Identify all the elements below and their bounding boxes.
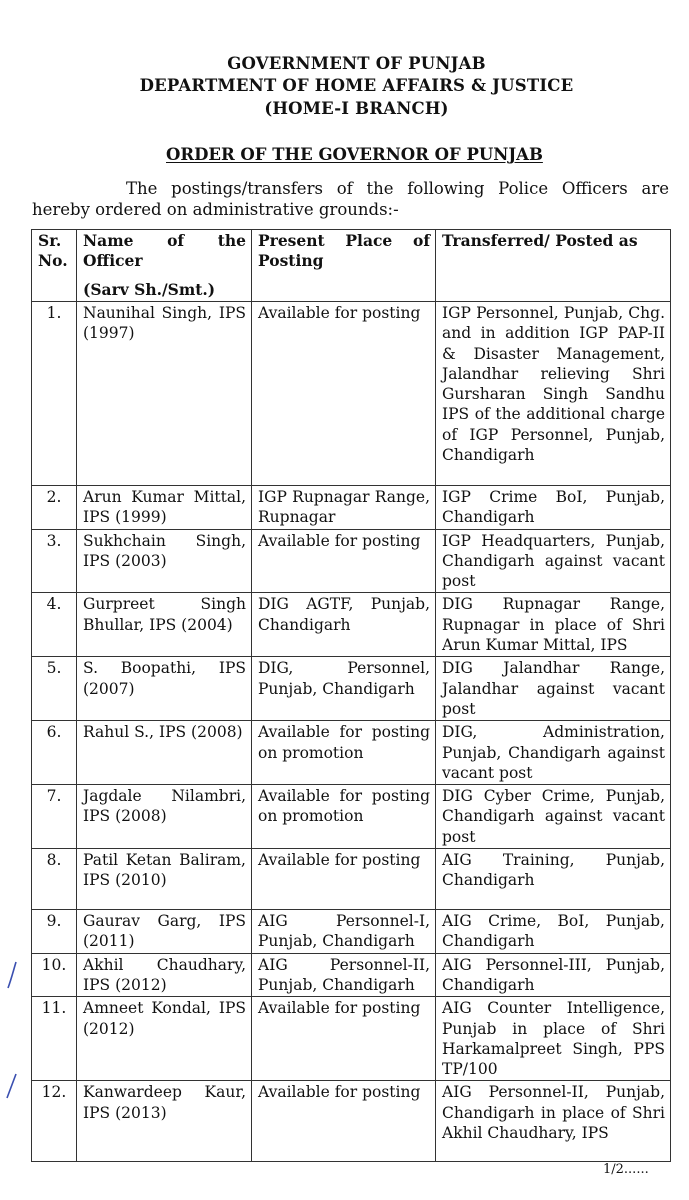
cell-transferred: IGP Headquarters, Punjab, Chandigarh against vacant post xyxy=(436,529,671,593)
cell-sr-no: 6. xyxy=(32,721,77,785)
cell-officer-name: Sukhchain Singh, IPS (2003) xyxy=(77,529,252,593)
order-title: ORDER OF THE GOVERNOR OF PUNJAB xyxy=(166,145,543,164)
cell-present-posting: Available for posting xyxy=(252,997,436,1081)
intro-text: The postings/transfers of the following Police Officers are hereby ordered on administrative grounds:- xyxy=(32,179,669,219)
cell-transferred: AIG Training, Punjab, Chandigarh xyxy=(436,849,671,910)
cell-officer-name: Gurpreet Singh Bhullar, IPS (2004) xyxy=(77,593,252,657)
cell-sr-no: 7. xyxy=(32,785,77,849)
cell-officer-name: Naunihal Singh, IPS (1997) xyxy=(77,302,252,486)
header-present-posting: Present Place of Posting xyxy=(252,230,436,302)
cell-transferred: DIG Jalandhar Range, Jalandhar against vacant post xyxy=(436,657,671,721)
cell-officer-name: Rahul S., IPS (2008) xyxy=(77,721,252,785)
cell-sr-no: 11. xyxy=(32,997,77,1081)
cell-present-posting: Available for posting xyxy=(252,529,436,593)
cell-officer-name: Arun Kumar Mittal, IPS (1999) xyxy=(77,486,252,530)
cell-present-posting: Available for posting on promotion xyxy=(252,785,436,849)
cell-sr-no: 4. xyxy=(32,593,77,657)
header-department: DEPARTMENT OF HOME AFFAIRS & JUSTICE xyxy=(139,76,574,95)
cell-present-posting: Available for posting xyxy=(252,1081,436,1162)
cell-sr-no: 5. xyxy=(32,657,77,721)
cell-present-posting: Available for posting on promotion xyxy=(252,721,436,785)
cell-transferred: AIG Counter Intelligence, Punjab in place of Shri Harkamalpreet Singh, PPS TP/100 xyxy=(436,997,671,1081)
cell-sr-no: 8. xyxy=(32,849,77,910)
header-officer-name-label: Name of the Officer xyxy=(83,231,246,271)
header-sr-no: Sr. No. xyxy=(32,230,77,302)
cell-transferred: AIG Personnel-II, Punjab, Chandigarh in place of Shri Akhil Chaudhary, IPS xyxy=(436,1081,671,1162)
cell-transferred: DIG Cyber Crime, Punjab, Chandigarh against vacant post xyxy=(436,785,671,849)
pen-mark-2 xyxy=(7,1074,16,1098)
cell-transferred: AIG Crime, BoI, Punjab, Chandigarh xyxy=(436,910,671,954)
cell-officer-name: S. Boopathi, IPS (2007) xyxy=(77,657,252,721)
cell-officer-name: Akhil Chaudhary, IPS (2012) xyxy=(77,953,252,997)
cell-transferred: DIG Rupnagar Range, Rupnagar in place of Shri Arun Kumar Mittal, IPS xyxy=(436,593,671,657)
cell-transferred: DIG, Administration, Punjab, Chandigarh against vacant post xyxy=(436,721,671,785)
page-number: 1/2...... xyxy=(603,1162,649,1177)
cell-present-posting: IGP Rupnagar Range, Rupnagar xyxy=(252,486,436,530)
cell-present-posting: Available for posting xyxy=(252,302,436,486)
cell-present-posting: DIG, Personnel, Punjab, Chandigarh xyxy=(252,657,436,721)
cell-present-posting: DIG AGTF, Punjab, Chandigarh xyxy=(252,593,436,657)
cell-present-posting: AIG Personnel-I, Punjab, Chandigarh xyxy=(252,910,436,954)
cell-sr-no: 12. xyxy=(32,1081,77,1162)
pen-mark-1 xyxy=(8,962,16,988)
cell-officer-name: Gaurav Garg, IPS (2011) xyxy=(77,910,252,954)
cell-transferred: IGP Crime BoI, Punjab, Chandigarh xyxy=(436,486,671,530)
cell-present-posting: AIG Personnel-II, Punjab, Chandigarh xyxy=(252,953,436,997)
header-transferred: Transferred/ Posted as xyxy=(436,230,671,302)
cell-sr-no: 2. xyxy=(32,486,77,530)
cell-officer-name: Amneet Kondal, IPS (2012) xyxy=(77,997,252,1081)
cell-transferred: IGP Personnel, Punjab, Chg. and in addition IGP PAP-II & Disaster Management, Jalandhar relieving Shri Gursharan Singh Sandhu IPS of the additional charge of IGP Personnel, Punjab, Chandigarh xyxy=(436,302,671,486)
cell-transferred: AIG Personnel-III, Punjab, Chandigarh xyxy=(436,953,671,997)
cell-officer-name: Patil Ketan Baliram, IPS (2010) xyxy=(77,849,252,910)
cell-officer-name: Kanwardeep Kaur, IPS (2013) xyxy=(77,1081,252,1162)
header-branch: (HOME-I BRANCH) xyxy=(264,99,449,118)
cell-sr-no: 1. xyxy=(32,302,77,486)
header-government: GOVERNMENT OF PUNJAB xyxy=(227,54,486,73)
header-officer-name-sub: (Sarv Sh./Smt.) xyxy=(83,279,216,299)
cell-present-posting: Available for posting xyxy=(252,849,436,910)
cell-sr-no: 9. xyxy=(32,910,77,954)
cell-sr-no: 10. xyxy=(32,953,77,997)
cell-sr-no: 3. xyxy=(32,529,77,593)
cell-officer-name: Jagdale Nilambri, IPS (2008) xyxy=(77,785,252,849)
